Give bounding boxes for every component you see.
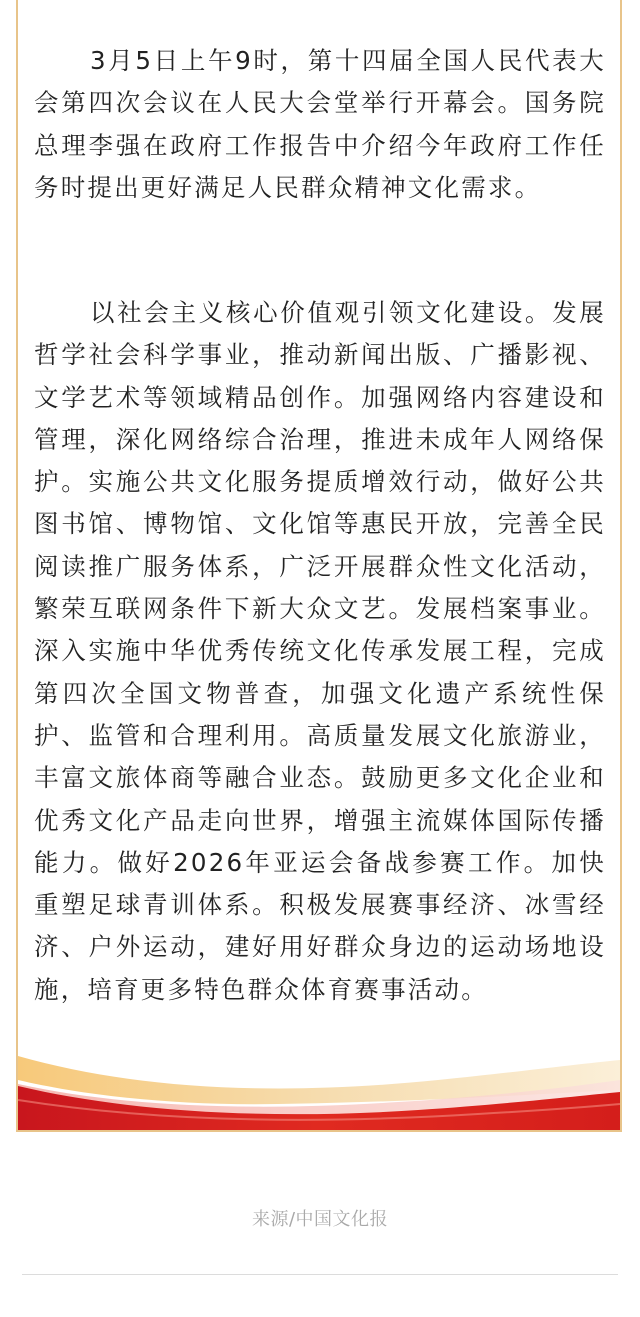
red-ribbon-decoration (18, 1050, 620, 1130)
article-paragraph-2: 以社会主义核心价值观引领文化建设。发展哲学社会科学事业，推动新闻出版、广播影视、文学艺术等领域精品创作。加强网络内容建设和管理，深化网络综合治理，推进未成年人网络保护。实施公共文化服务提质增效行动，做好公共图书馆、博物馆、文化馆等惠民开放，完善全民阅读推广服务体系，广泛开展群众性文化活动，繁荣互联网条件下新大众文艺。发展档案事业。深入实施中华优秀传统文化传承发展工程，完成第四次全国文物普查，加强文化遗产系统性保护、监管和合理利用。高质量发展文化旅游业，丰富文旅体商等融合业态。鼓励更多文化企业和优秀文化产品走向世界，增强主流媒体国际传播能力。做好2026年亚运会备战参赛工作。加快重塑足球青训体系。积极发展赛事经济、冰雪经济、户外运动，建好用好群众身边的运动场地设施，培育更多特色群众体育赛事活动。 (34, 298, 606, 1004)
article-card (16, 0, 622, 1132)
source-credit: 来源/中国文化报 (251, 1209, 389, 1230)
footer-divider (22, 1274, 618, 1275)
article-paragraph-1: 3月5日上午9时，第十四届全国人民代表大会第四次会议在人民大会堂举行开幕会。国务院总理李强在政府工作报告中介绍今年政府工作任务时提出更好满足人民群众精神文化需求。 (34, 46, 606, 202)
